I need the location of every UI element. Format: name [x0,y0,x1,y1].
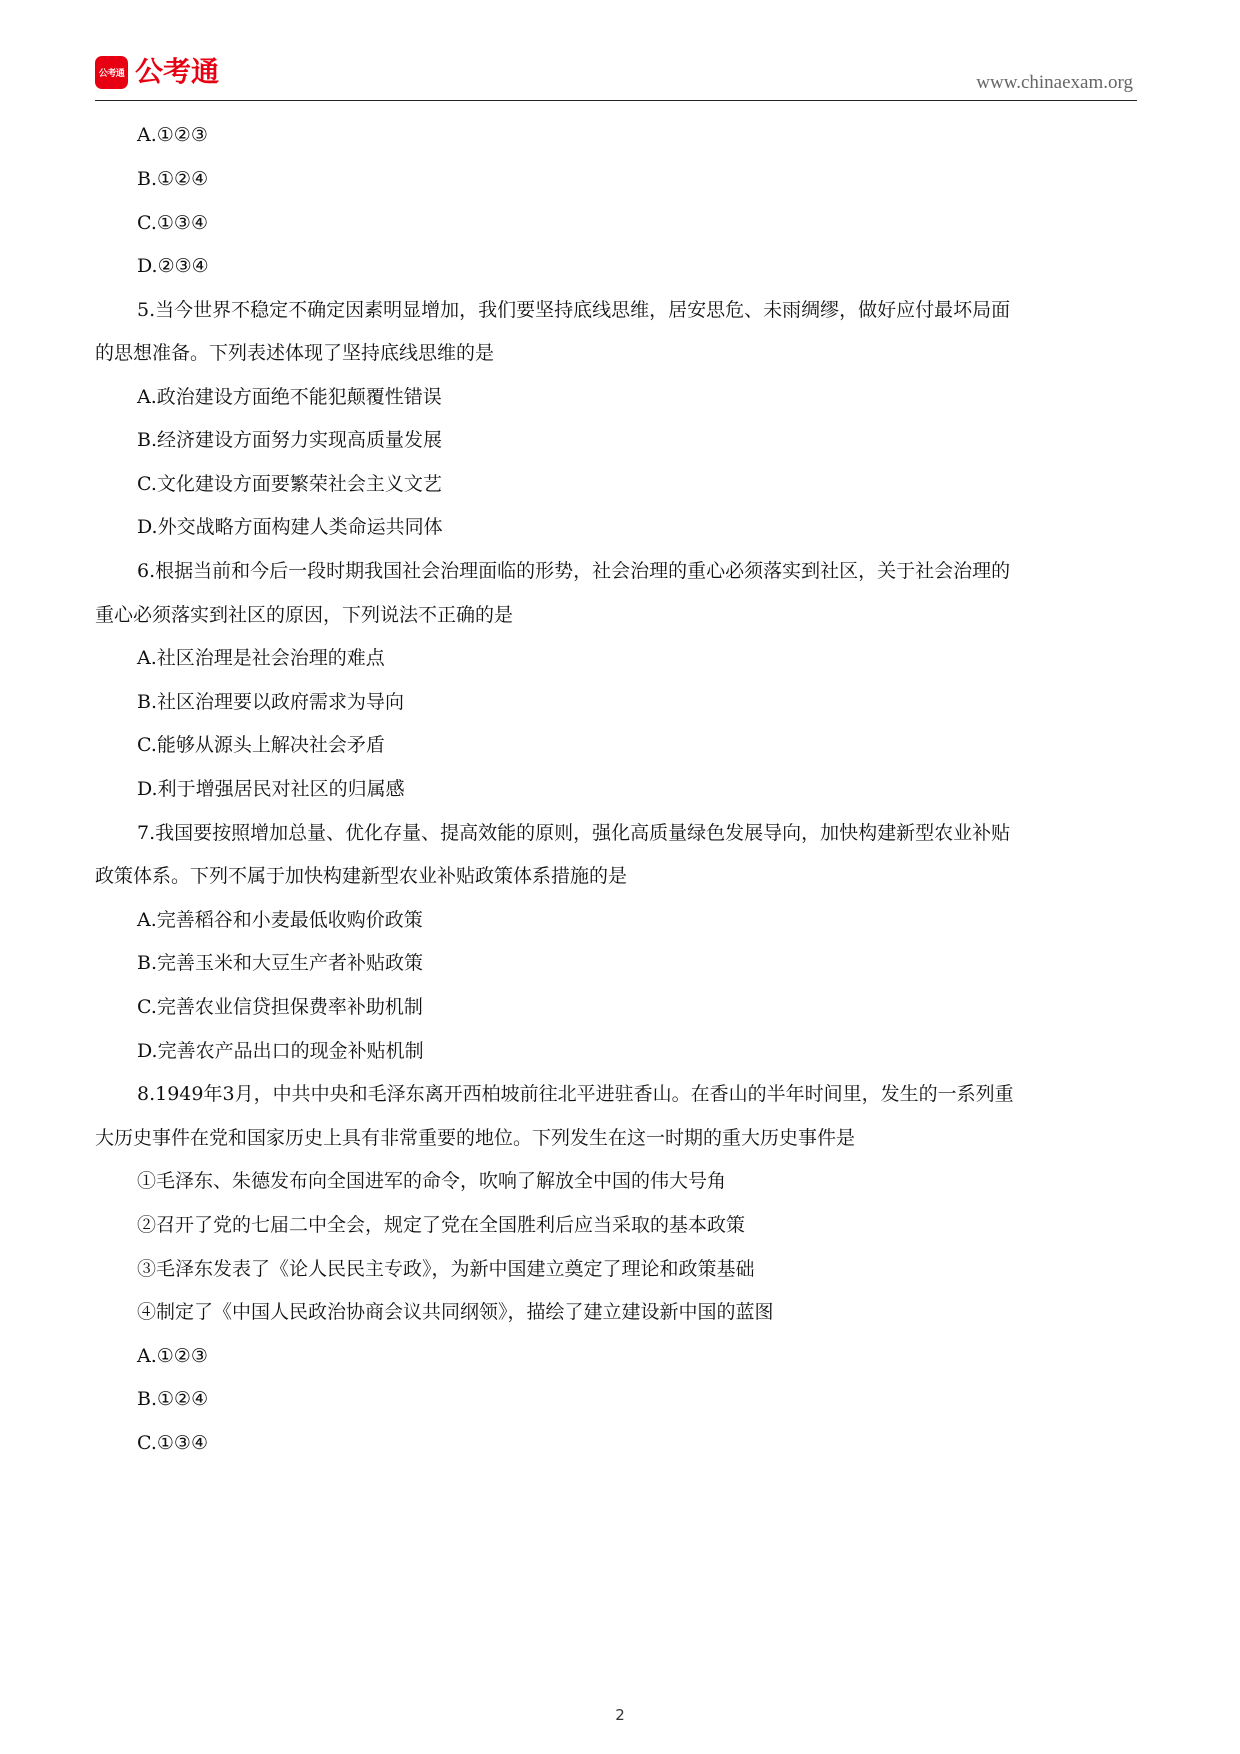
option-line: C.完善农业信贷担保费率补助机制 [137,996,423,1018]
option-line: A.政治建设方面绝不能犯颠覆性错误 [137,386,442,408]
option-line: B.①②④ [137,1388,209,1410]
option-line: C.①③④ [137,1432,208,1454]
question-8-text-cont: 大历史事件在党和国家历史上具有非常重要的地位。下列发生在这一时期的重大历史事件是 [95,1127,856,1149]
option-line: A.①②③ [137,124,208,146]
option-line: C.文化建设方面要繁荣社会主义文艺 [137,473,442,495]
page-header [95,56,1137,101]
option-line: D.②③④ [137,255,209,277]
option-line: C.能够从源头上解决社会矛盾 [137,734,385,756]
option-line: A.社区治理是社会治理的难点 [137,647,385,669]
option-line: B.①②④ [137,168,209,190]
statement-line: ②召开了党的七届二中全会，规定了党在全国胜利后应当采取的基本政策 [137,1214,746,1236]
logo-text: 公考通 [135,55,220,88]
statement-line: ④制定了《中国人民政治协商会议共同纲领》，描绘了建立建设新中国的蓝图 [137,1301,774,1323]
statement-line: ③毛泽东发表了《论人民民主专政》，为新中国建立奠定了理论和政策基础 [137,1258,755,1280]
option-line: B.社区治理要以政府需求为导向 [137,691,405,713]
option-line: A.完善稻谷和小麦最低收购价政策 [137,909,423,931]
option-line: D.外交战略方面构建人类命运共同体 [137,516,443,538]
page-number: 2 [615,1706,625,1724]
option-line: B.完善玉米和大豆生产者补贴政策 [137,952,424,974]
logo-icon: 公考通 [95,56,128,89]
site-url: www.chinaexam.org [976,72,1133,93]
question-8-text: 8.1949年3月，中共中央和毛泽东离开西柏坡前往北平进驻香山。在香山的半年时间里，发生的一系列重 [137,1083,1014,1105]
question-6-text: 6.根据当前和今后一段时期我国社会治理面临的形势，社会治理的重心必须落实到社区，关于社会治理的 [137,560,1011,582]
option-line: A.①②③ [137,1345,208,1367]
question-6-text-cont: 重心必须落实到社区的原因，下列说法不正确的是 [95,604,514,626]
option-line: C.①③④ [137,212,208,234]
question-7-text-cont: 政策体系。下列不属于加快构建新型农业补贴政策体系措施的是 [95,865,628,887]
statement-line: ①毛泽东、朱德发布向全国进军的命令，吹响了解放全中国的伟大号角 [137,1170,727,1192]
question-5-text-cont: 的思想准备。下列表述体现了坚持底线思维的是 [95,342,495,364]
option-line: D.利于增强居民对社区的归属感 [137,778,405,800]
option-line: B.经济建设方面努力实现高质量发展 [137,429,443,451]
question-5-text: 5.当今世界不稳定不确定因素明显增加，我们要坚持底线思维，居安思危、未雨绸缪，做好应付最坏局面 [137,299,1011,321]
option-line: D.完善农产品出口的现金补贴机制 [137,1040,424,1062]
question-7-text: 7.我国要按照增加总量、优化存量、提高效能的原则，强化高质量绿色发展导向，加快构建新型农业补贴 [137,822,1011,844]
